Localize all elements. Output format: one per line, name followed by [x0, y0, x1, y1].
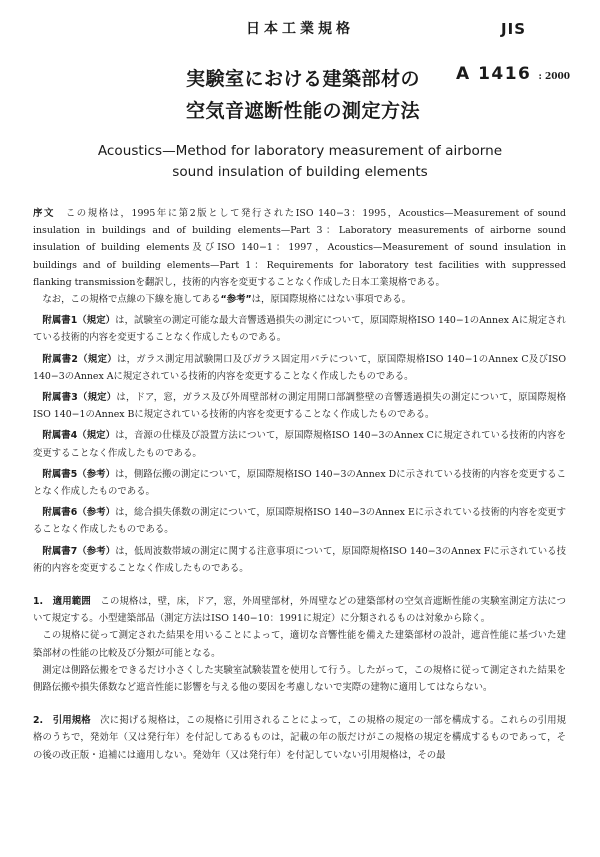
preface-heading: 序文 [33, 208, 55, 219]
section-1-paragraph-2: この規格に従って測定された結果を用いることによって，適切な音響性能を備えた建築部材の設計，遮音性能に基づいた建築部材の性能の比較及び分類が可能となる。 [33, 630, 566, 659]
title-japanese-line-1: 実験室における建築部材の [186, 68, 421, 90]
jis-mark: JIS [501, 20, 526, 38]
standard-number: A 1416 [456, 64, 532, 84]
annex-paragraph [33, 504, 566, 538]
annex-label: 附属書6（参考） [42, 507, 116, 519]
annex-text: は，音源の仕様及び設置方法について，原国際規格ISO 140−3のAnnex Cに規定されている技術的内容を変更することなく作成したものである。 [33, 430, 567, 459]
section-2-heading: 2. 引用規格 [33, 715, 91, 727]
section-1-paragraph-3: 測定は側路伝搬をできるだけ小さくした実験室試験装置を使用して行う。したがって，この規格に従って測定された結果を側路伝搬や損失係数など遮音性能に影響を与える他の要因を考慮しないで実際の建物に適用してはならない。 [33, 664, 566, 694]
title-english [0, 141, 600, 183]
title-english-line-2: sound insulation of building elements [172, 164, 428, 180]
preface-text: この規格は，1995年に第2版として発行されたISO 140−3：1995，Acoustics—Measurement of sound insulation in buildings and of building elements—Part 3：Laboratory measurements of airborne sound insulation of building elements及びISO 140−1：1997，Acoustics—Measurement of sound insulation in buildings and of building elements—Part 1：Requirements for laboratory test facilities with suppressed flanking transmissionを翻訳し，技術的内容を変更することなく作成した日本工業規格である。 [33, 208, 566, 288]
standard-code [456, 64, 570, 84]
page-header [0, 18, 600, 42]
title-english-line-1: Acoustics—Method for laboratory measurement of airborne [97, 143, 503, 159]
annex-label: 附属書3（規定） [42, 392, 117, 404]
section-1-heading: 1. 適用範囲 [33, 596, 91, 608]
section-2-references [33, 712, 566, 764]
annex-text: は，試験室の測定可能な最大音響透過損失の測定について，原国際規格ISO 140−1のAnnex Aに規定されている技術的内容を変更することなく作成したものである。 [33, 315, 566, 344]
preface-paragraph [33, 205, 566, 291]
annex-paragraph [33, 389, 566, 423]
annex-paragraph [33, 312, 566, 346]
annex-paragraph [33, 543, 566, 577]
title-block [0, 64, 600, 128]
standard-category-label: 日本工業規格 [246, 21, 354, 37]
annex-label: 附属書1（規定） [42, 315, 116, 327]
section-1-scope [33, 593, 566, 627]
annex-label: 附属書2（規定） [42, 353, 117, 365]
annex-text: は，ドア，窓，ガラス及び外周壁部材の測定用開口部調整壁の音響透過損失の測定について，原国際規格ISO 140−1のAnnex Bに規定されている技術的内容を変更することなく作成したものである。 [33, 392, 566, 421]
section-2-text: 次に掲げる規格は，この規格に引用されることによって，この規格の規定の一部を構成する。これらの引用規格のうちで，発効年（又は発行年）を付記してあるものは，記載の年の版だけがこの規格の規定を構成するものであって，その後の改正版・追補には適用しない。発効年（又は発行年）を付記していない引用規格は，その最 [33, 715, 566, 761]
document-body [33, 205, 566, 764]
annex-text: は，低周波数帯域の測定に関する注意事項について，原国際規格ISO 140−3のAnnex Fに示されている技術的内容を変更することなく作成したものである。 [33, 545, 566, 574]
section-1-text: この規格は，壁，床，ドア，窓，外周壁部材，外周壁などの建築部材の空気音遮断性能の実験室測定方法について規定する。小型建築部品（測定方法はISO 140−10：1991に規定）に分類されるものは対象から除く。 [33, 596, 566, 625]
annex-paragraph [33, 351, 566, 385]
annex-label: 附属書5（参考） [42, 468, 116, 480]
preface-note [33, 291, 566, 308]
annex-label: 附属書4（規定） [42, 430, 116, 442]
preface-note-prefix: なお，この規格で点線の下線を施してある [42, 294, 221, 306]
annex-text: は，ガラス測定用試験開口及びガラス固定用パテについて，原国際規格ISO 140−1のAnnex C及びISO 140−3のAnnex Aに規定されている技術的内容を変更することなく作成したものである。 [33, 353, 567, 382]
preface-note-keyword: “参考” [220, 294, 252, 306]
title-japanese-line-2: 空気音遮断性能の測定方法 [186, 100, 421, 122]
annex-text: は，総合損失係数の測定について，原国際規格ISO 140−3のAnnex Eに示されている技術的内容を変更することなく作成したものである。 [33, 507, 566, 536]
annex-label: 附属書7（参考） [42, 545, 116, 557]
annex-paragraph [33, 466, 566, 500]
annex-paragraph [33, 427, 566, 461]
preface-note-suffix: は，原国際規格にはない事項である。 [251, 294, 411, 306]
annex-text: は，側路伝搬の測定について，原国際規格ISO 140−3のAnnex Dに示されている技術的内容を変更することなく作成したものである。 [33, 468, 566, 498]
standard-year: : 2000 [538, 72, 570, 82]
